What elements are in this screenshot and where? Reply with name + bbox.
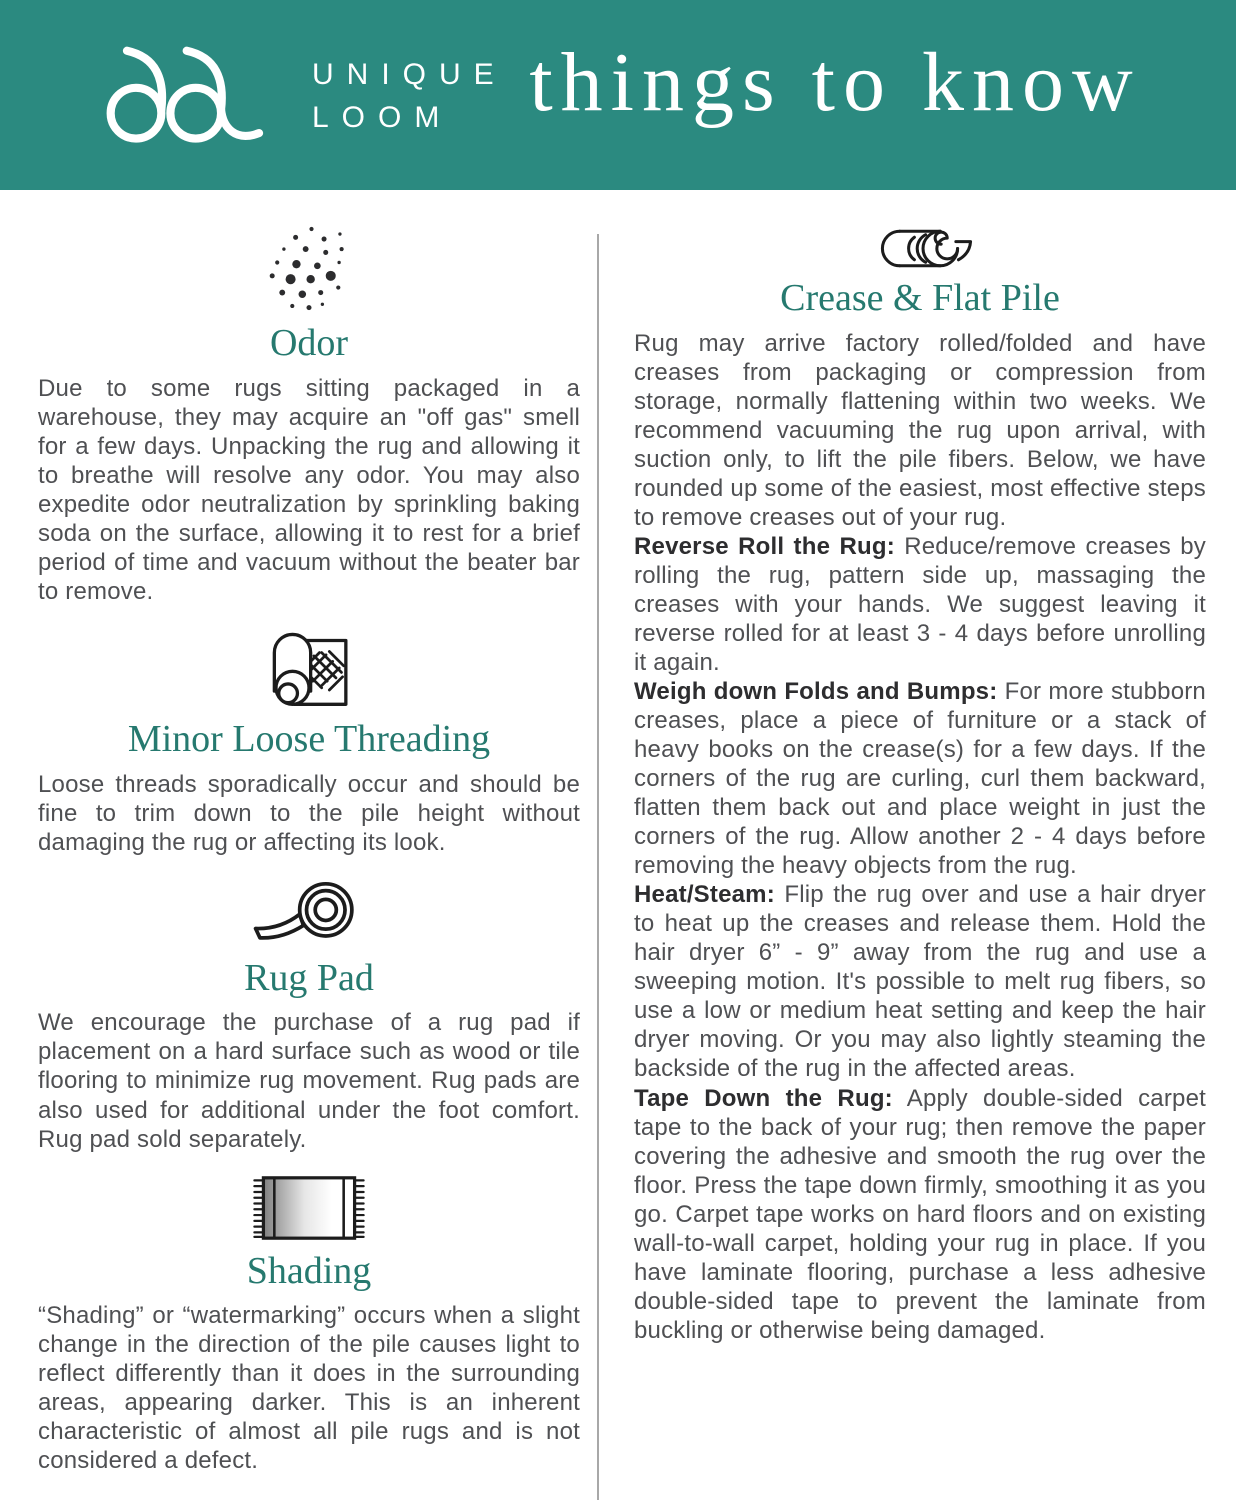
tip-label-reverse-roll: Reverse Roll the Rug: (634, 532, 895, 560)
tip-text-weigh-down: For more stubborn creases, place a piece of furniture or a stack of heavy books on the crease(s) for a few days. If the corners of the rug are curling, curl them backward, flatten them back out and place weight in just the corners of the rug. Allow another 2 - 4 days before removing the heavy objects from the rug. (634, 678, 1206, 880)
tip-tape-down (634, 1084, 1206, 1345)
rolled-rug-side-icon (866, 226, 974, 271)
header-banner (0, 0, 1236, 190)
crease-intro: Rug may arrive factory rolled/folded and have creases from packaging or compression from storage, normally flattening within two weeks. We recommend vacuuming the rug upon arrival, with suction only, to lift the pile fibers. Below, we have rounded up some of the easiest, most effective steps to remove creases out of your rug. (634, 329, 1206, 531)
right-column (599, 190, 1236, 1500)
tip-reverse-roll (634, 532, 1206, 677)
unique-loom-logo-icon (98, 40, 288, 152)
brand-line2: LOOM (312, 101, 453, 134)
tip-label-heat-steam: Heat/Steam: (634, 881, 775, 909)
section-odor (38, 224, 580, 606)
tip-label-tape-down: Tape Down the Rug: (634, 1084, 893, 1112)
tip-text-tape-down: Apply double-sided carpet tape to the back of your rug; then remove the paper covering the adhesive and smooth the rug over the floor. Press the tape down firmly, smoothing it as you go. Carpet tape works on hard floors and on existing wall-to-wall carpet, holding your rug in place. If you have laminate flooring, purchase a less adhesive double-sided tape to prevent the laminate from buckling or otherwise being damaged. (634, 1084, 1207, 1344)
section-shading (38, 1172, 580, 1476)
rug-pad-roll-icon (250, 875, 368, 951)
section-heading-odor: Odor (269, 322, 349, 364)
page-title: things to know (529, 36, 1141, 129)
content-area (0, 190, 1236, 1500)
rolled-rug-corner-icon (261, 624, 357, 712)
section-heading-loose-threading: Minor Loose Threading (127, 717, 491, 760)
tip-text-heat-steam: Flip the rug over and use a hair dryer to heat up the creases and release them. Hold the hair dryer 6” - 9” away from the rug and use a sweeping motion. It's possible to melt rug fibers, so use a low or medium heat setting and keep the hair dryer moving. Or you may also lightly steaming the backside of the rug in the affected areas. (634, 881, 1206, 1083)
brand-wordmark (312, 53, 507, 140)
section-rug-pad (38, 875, 580, 1154)
section-body-loose-threading: Loose threads sporadically occur and should be fine to trim down to the pile height without damaging the rug or affecting its look. (38, 770, 580, 856)
shaded-rug-icon (248, 1172, 370, 1244)
section-heading-crease: Crease & Flat Pile (780, 277, 1060, 319)
tip-label-weigh-down: Weigh down Folds and Bumps: (634, 678, 998, 706)
tip-heat-steam (634, 880, 1206, 1083)
odor-dots-icon (257, 224, 361, 316)
brand-line1: UNIQUE (312, 57, 507, 91)
tip-text-reverse-roll: Reduce/remove creases by rolling the rug, pattern side up, massaging the creases with your hands. We suggest leaving it reverse rolled for at least 3 - 4 days before unrolling it again. (634, 532, 1207, 677)
section-body-rug-pad: We encourage the purchase of a rug pad if placement on a hard surface such as wood or tile flooring to minimize rug movement. Rug pads are also used for additional under the foot comfort. Rug pad sold separately. (38, 1009, 580, 1153)
section-heading-rug-pad: Rug Pad (244, 956, 374, 999)
section-body-odor: Due to some rugs sitting packaged in a warehouse, they may acquire an "off gas" smell for a few days. Unpacking the rug and allowing it to breathe will resolve any odor. You may also expedite odor neutralization by sprinkling baking soda on the surface, allowing it to rest for a brief period of time and vacuum without the beater bar to remove. (38, 374, 580, 605)
section-heading-shading: Shading (246, 1249, 372, 1292)
left-column (0, 190, 597, 1500)
tip-weigh-down (634, 677, 1206, 880)
section-loose-threading (38, 624, 580, 857)
brand-logo (98, 40, 507, 152)
section-body-shading: “Shading” or “watermarking” occurs when a slight change in the direction of the pile causes light to reflect differently than it does in the surrounding areas, appearing darker. This is an inherent characteristic of almost all pile rugs and is not considered a defect. (38, 1302, 580, 1475)
